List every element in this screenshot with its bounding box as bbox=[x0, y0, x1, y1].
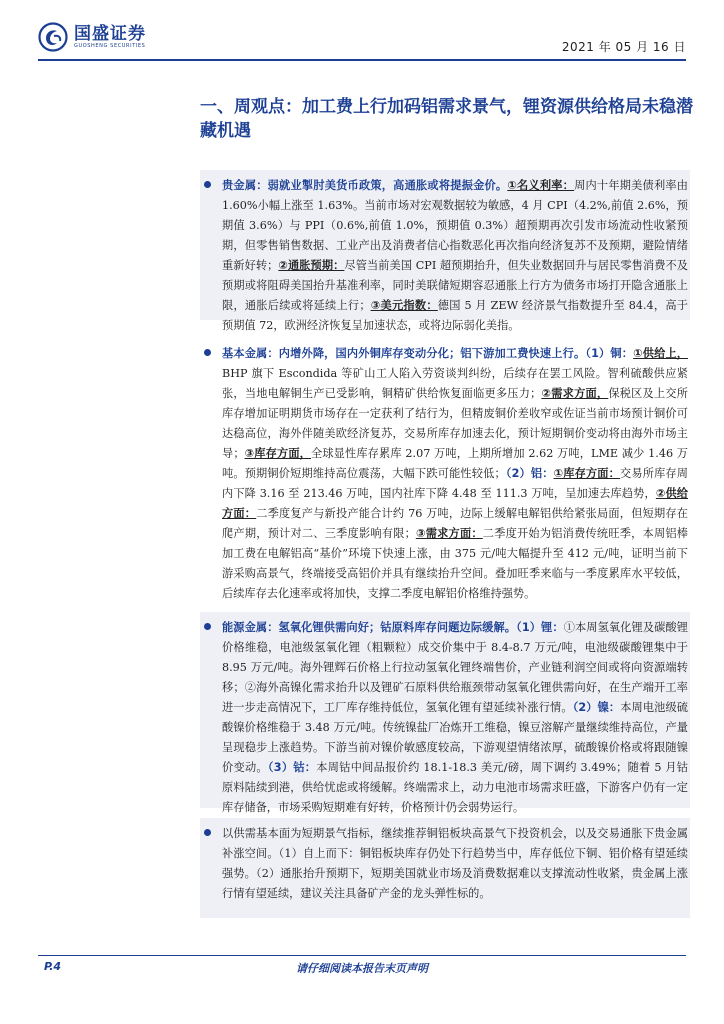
paragraph-heading: 贵金属：弱就业掣肘美货币政策，高通胀或将提振金价。 bbox=[222, 179, 508, 192]
paragraph-investment-advice bbox=[222, 824, 688, 904]
bullet-icon bbox=[204, 176, 211, 196]
subheading: ③库存方面， bbox=[244, 447, 311, 460]
bullet-icon bbox=[204, 344, 211, 364]
paragraph-heading: （3）钴： bbox=[267, 761, 317, 774]
paragraph-heading: （2）铝： bbox=[505, 467, 554, 480]
body-text: 德国 5 月 ZEW 经济景气指数提升至 84.4，高于预期值 72，欧洲经济恢复呈加速状态，或将边际弱化美指。 bbox=[222, 299, 688, 332]
body-text: 保税区及上交所库存增加证明期货市场存在一定获利了结行为，但精废铜价差收窄或佐证当前市场预计铜价可达稳高位，海外伴随美欧经济复苏，交易所库存加速去化，预计短期铜价变动将由海外市场主导； bbox=[222, 387, 688, 460]
body-text: 二季度复产与新投产能合计约 76 万吨，边际上缓解电解铝供给紧张局面，但短期存在爬产期，预计对二、三季度影响有限； bbox=[222, 507, 688, 540]
subheading: ②需求方面， bbox=[541, 387, 609, 400]
body-text: 尽管当前美国 CPI 超预期抬升，但失业数据回升与居民零售消费不及预期或将阻碍美国抬升基准利率，同时美联储短期容忍通胀上行方为债务市场打开隐含通胀上限，通胀后续或将延续上行； bbox=[222, 259, 688, 312]
paragraph-precious-metals bbox=[222, 176, 688, 336]
subheading: ①供给上， bbox=[633, 347, 688, 360]
paragraph-heading: （2）镍： bbox=[572, 701, 621, 714]
subheading: ②通胀预期： bbox=[278, 259, 345, 272]
body-text: ①本周氢氧化锂及碳酸锂价格维稳，电池级氢氧化锂（粗颗粒）成交价集中于 8.4-8.7 万元/吨，电池级碳酸锂集中于 8.95 万元/吨。海外锂辉石价格上行拉动氢氧化锂终端售价，产业链利润空间或将向资源端转移；②海外高镍化需求抬升以及锂矿石原料供给瓶颈带动氢氧化锂供需向好，在生产端开工率进一步走高情况下，工厂库存维持低位，氢氧化锂有望延续补涨行情。 bbox=[222, 621, 688, 714]
logo-chinese-name: 国盛证券 bbox=[74, 23, 146, 44]
header-rule bbox=[38, 59, 686, 61]
paragraph-heading: 基本金属：内增外降，国内外铜库存变动分化；铝下游加工费快速上行。（1）铜： bbox=[222, 347, 634, 360]
paragraph-energy-metals bbox=[222, 618, 688, 818]
body-text: 全球显性库存累库 2.07 万吨，上期所增加 2.62 万吨，LME 减少 1.46 万吨。预期铜价短期维持高位震荡，大幅下跌可能性较低； bbox=[222, 447, 688, 480]
body-text: 本周电池级硫酸镍价格维稳于 3.48 万元/吨。传统镍盐厂冶炼开工维稳，镍豆溶解产量继续维持高位，产量呈现稳步上涨趋势。下游当前对镍价敏感度较高，下游观望情绪浓厚，硫酸镍价格或将跟随镍价变动。 bbox=[222, 701, 688, 774]
report-date: 2021 年 05 月 16 日 bbox=[561, 40, 686, 54]
page-number: P.4 bbox=[44, 960, 62, 973]
body-text: 周内十年期美债利率由 1.60%小幅上涨至 1.63%。当前市场对宏观数据较为敏感，4 月 CPI（4.2%,前值 2.6%，预期值 3.6%）与 PPI（0.6%,前值 1.0%，预期值 0.3%）超预期再次引发市场流动性收紧预期，但零售销售数据、工业产出及消费者信心指数恶化再次指向经济复苏不及预期，避险情绪重新好转； bbox=[222, 179, 688, 272]
subheading: ②供给方面： bbox=[222, 487, 688, 520]
logo-english-name: GUOSHENG SECURITIES bbox=[74, 42, 146, 49]
bullet-icon bbox=[204, 618, 211, 638]
body-text: 本周钴中间品报价约 18.1-18.3 美元/磅，周下调约 3.49%；随着 5 月钴原料陆续到港，供给忧虑或将缓解。终端需求上，动力电池市场需求旺盛，下游客户仍有一定库存储备，市场采购短期难有好转，价格预计仍会弱势运行。 bbox=[222, 761, 688, 814]
page-header bbox=[0, 0, 724, 62]
disclaimer-note: 请仔细阅读本报告末页声明 bbox=[296, 962, 428, 975]
body-text: 二季度开始为铝消费传统旺季，本周铝棒加工费在电解铝高“基价”环境下快速上涨，由 375 元/吨大幅提升至 412 元/吨，证明当前下游采购高景气，终端接受高铝价并具有继续抬升空间。叠加旺季来临与一季度累库水平较低，后续库存去化速率或将加快，支撑二季度电解铝价格维持强势。 bbox=[222, 527, 688, 600]
body-text: 交易所库存周内下降 3.16 至 213.46 万吨，国内社库下降 4.48 至 111.3 万吨，呈加速去库趋势， bbox=[222, 467, 688, 500]
subheading: ③美元指数： bbox=[370, 299, 438, 312]
guosheng-logo-icon bbox=[38, 22, 68, 52]
paragraph-heading: 能源金属：氢氧化锂供需向好；钴原料库存问题边际缓解。（1）锂： bbox=[222, 621, 564, 634]
body-text: 以供需基本面为短期景气指标，继续推荐铜铝板块高景气下投资机会，以及交易通胀下贵金属补涨空间。（1）自上而下：铜铝板块库存仍处下行趋势当中，库存低位下铜、铝价格有望延续强势。（2）通胀抬升预期下，短期美国就业市场及消费数据难以支撑流动性收紧，贵金属上涨行情有望延续，建议关注具备矿产金的龙头弹性标的。 bbox=[222, 827, 688, 900]
section-title: 一、周观点：加工费上行加码铝需求景气，锂资源供给格局未稳潜藏机遇 bbox=[200, 97, 693, 141]
bullet-icon bbox=[204, 824, 211, 844]
paragraph-base-metals bbox=[222, 344, 688, 604]
body-text: BHP 旗下 Escondida 等矿山工人陷入劳资谈判纠纷，后续存在罢工风险。智利硫酸供应紧张，当地电解铜生产已受影响，铜精矿供给恢复面临更多压力； bbox=[222, 367, 688, 400]
logo bbox=[38, 22, 146, 52]
subheading: ①库存方面： bbox=[553, 467, 621, 480]
subheading: ①名义利率： bbox=[507, 179, 575, 192]
subheading: ③需求方面： bbox=[415, 527, 483, 540]
footer-rule bbox=[38, 955, 686, 956]
